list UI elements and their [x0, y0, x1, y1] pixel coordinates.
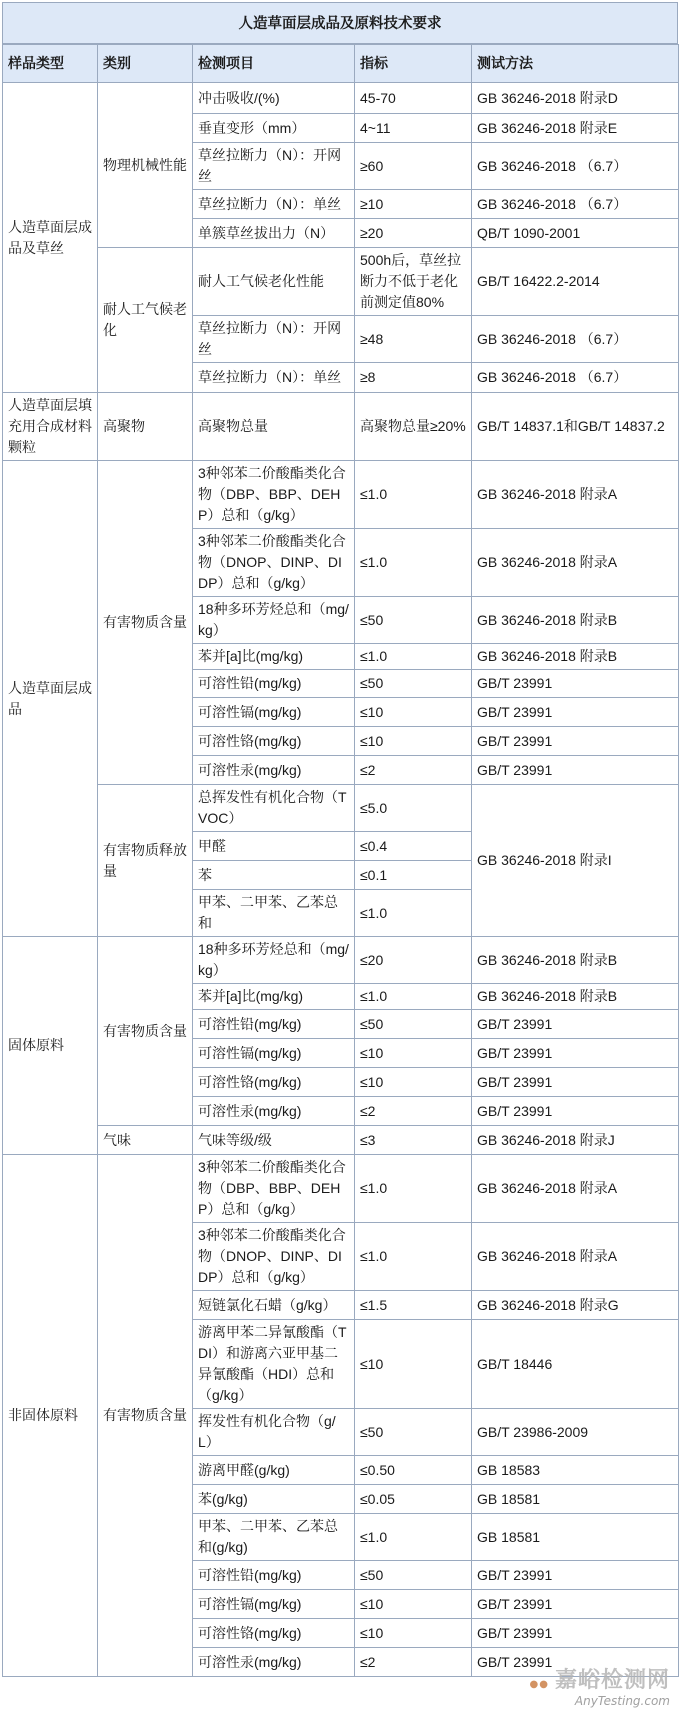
cell-sample-type: 固体原料	[3, 937, 98, 1155]
table-row	[3, 248, 679, 316]
header-test-method: 测试方法	[472, 45, 679, 83]
cell-index: ≤3	[355, 1126, 472, 1155]
cell-test-method: GB 36246-2018 附录E	[472, 114, 679, 143]
cell-index: 4~11	[355, 114, 472, 143]
cell-index: ≤0.4	[355, 832, 472, 861]
cell-test-method: GB 36246-2018 附录A	[472, 1223, 679, 1291]
cell-test-item: 短链氯化石蜡（g/kg）	[193, 1291, 355, 1320]
cell-test-method: GB 36246-2018 附录B	[472, 984, 679, 1010]
cell-index: ≤50	[355, 597, 472, 644]
cell-test-method: GB 36246-2018 （6.7）	[472, 363, 679, 393]
cell-test-method: GB/T 23991	[472, 1561, 679, 1590]
cell-index: ≥48	[355, 316, 472, 363]
cell-test-item: 可溶性铬(mg/kg)	[193, 1068, 355, 1097]
table-row	[3, 785, 679, 832]
cell-test-item: 甲苯、二甲苯、乙苯总和	[193, 890, 355, 937]
table-row	[3, 1126, 679, 1155]
cell-sample-type: 非固体原料	[3, 1155, 98, 1677]
cell-index: ≤0.1	[355, 861, 472, 890]
cell-test-item: 3种邻苯二价酸酯类化合物（DBP、BBP、DEHP）总和（g/kg）	[193, 1155, 355, 1223]
cell-test-item: 可溶性镉(mg/kg)	[193, 1590, 355, 1619]
cell-test-method: GB/T 23991	[472, 727, 679, 756]
cell-category: 物理机械性能	[98, 83, 193, 248]
cell-test-item: 3种邻苯二价酸酯类化合物（DNOP、DINP、DIDP）总和（g/kg）	[193, 529, 355, 597]
cell-index: ≤5.0	[355, 785, 472, 832]
cell-test-item: 可溶性铅(mg/kg)	[193, 670, 355, 698]
header-test-item: 检测项目	[193, 45, 355, 83]
cell-test-method: GB/T 23991	[472, 756, 679, 785]
cell-test-item: 苯并[a]比(mg/kg)	[193, 644, 355, 670]
cell-sample-type: 人造草面层成品及草丝	[3, 83, 98, 393]
table-row	[3, 461, 679, 529]
cell-index: ≤1.0	[355, 644, 472, 670]
cell-index: ≤2	[355, 1648, 472, 1677]
cell-category: 气味	[98, 1126, 193, 1155]
cell-index: ≤1.5	[355, 1291, 472, 1320]
cell-test-method: GB 36246-2018 （6.7）	[472, 316, 679, 363]
cell-sample-type: 人造草面层成品	[3, 461, 98, 937]
cell-index: ≤1.0	[355, 1155, 472, 1223]
cell-index: ≥60	[355, 143, 472, 190]
cell-index: 500h后，草丝拉断力不低于老化前测定值80%	[355, 248, 472, 316]
cell-index: ≥20	[355, 219, 472, 248]
cell-index: ≤1.0	[355, 1223, 472, 1291]
cell-index: ≤2	[355, 1097, 472, 1126]
cell-index: ≤0.50	[355, 1456, 472, 1485]
cell-category: 有害物质含量	[98, 461, 193, 785]
table-title: 人造草面层成品及原料技术要求	[2, 2, 678, 44]
cell-test-method: GB/T 23991	[472, 698, 679, 727]
cell-index: ≤1.0	[355, 984, 472, 1010]
cell-test-item: 草丝拉断力（N）：开网丝	[193, 143, 355, 190]
watermark-url: AnyTesting.com	[574, 1694, 670, 1708]
cell-test-item: 垂直变形（mm）	[193, 114, 355, 143]
table-body	[3, 83, 679, 1677]
cell-test-item: 草丝拉断力（N）：单丝	[193, 190, 355, 219]
cell-test-method: GB/T 18446	[472, 1320, 679, 1409]
cell-index: 45-70	[355, 83, 472, 114]
cell-index: ≤10	[355, 1320, 472, 1409]
cell-test-method: GB 36246-2018 附录I	[472, 785, 679, 937]
header-row	[3, 45, 679, 83]
cell-test-item: 3种邻苯二价酸酯类化合物（DNOP、DINP、DIDP）总和（g/kg）	[193, 1223, 355, 1291]
cell-test-method: GB 36246-2018 附录A	[472, 529, 679, 597]
cell-test-item: 甲醛	[193, 832, 355, 861]
cell-test-item: 18种多环芳烃总和（mg/kg）	[193, 597, 355, 644]
cell-test-method: GB/T 23991	[472, 1039, 679, 1068]
cell-test-item: 草丝拉断力（N）：开网丝	[193, 316, 355, 363]
table-row	[3, 1155, 679, 1223]
cell-index: ≤50	[355, 1409, 472, 1456]
spec-table	[2, 44, 679, 1677]
watermark-text: 嘉峪检测网	[554, 1668, 670, 1693]
cell-test-item: 可溶性铅(mg/kg)	[193, 1010, 355, 1039]
cell-test-method: GB 36246-2018 附录G	[472, 1291, 679, 1320]
cell-index: ≤0.05	[355, 1485, 472, 1514]
cell-test-item: 气味等级/级	[193, 1126, 355, 1155]
cell-test-method: GB/T 23986-2009	[472, 1409, 679, 1456]
spec-table-container	[2, 2, 678, 1677]
cell-test-item: 苯(g/kg)	[193, 1485, 355, 1514]
table-row	[3, 937, 679, 984]
cell-test-method: GB/T 14837.1和GB/T 14837.2	[472, 393, 679, 461]
cell-test-item: 可溶性汞(mg/kg)	[193, 1097, 355, 1126]
cell-test-item: 苯并[a]比(mg/kg)	[193, 984, 355, 1010]
cell-category: 有害物质含量	[98, 937, 193, 1126]
table-row	[3, 393, 679, 461]
cell-sample-type: 人造草面层填充用合成材料颗粒	[3, 393, 98, 461]
cell-index: ≤10	[355, 727, 472, 756]
cell-index: ≤10	[355, 698, 472, 727]
header-index: 指标	[355, 45, 472, 83]
cell-test-item: 可溶性汞(mg/kg)	[193, 756, 355, 785]
cell-test-item: 可溶性镉(mg/kg)	[193, 1039, 355, 1068]
cell-test-method: GB 36246-2018 附录A	[472, 1155, 679, 1223]
cell-index: ≤50	[355, 1010, 472, 1039]
cell-test-item: 挥发性有机化合物（g/L）	[193, 1409, 355, 1456]
cell-test-item: 可溶性铅(mg/kg)	[193, 1561, 355, 1590]
cell-index: ≤1.0	[355, 529, 472, 597]
cell-test-item: 总挥发性有机化合物（TVOC）	[193, 785, 355, 832]
cell-index: ≤1.0	[355, 461, 472, 529]
cell-index: ≤2	[355, 756, 472, 785]
cell-index: ≤1.0	[355, 1514, 472, 1561]
cell-category: 高聚物	[98, 393, 193, 461]
cell-test-method: GB 18581	[472, 1514, 679, 1561]
cell-test-item: 甲苯、二甲苯、乙苯总和(g/kg)	[193, 1514, 355, 1561]
cell-test-item: 3种邻苯二价酸酯类化合物（DBP、BBP、DEHP）总和（g/kg）	[193, 461, 355, 529]
cell-index: ≤10	[355, 1068, 472, 1097]
cell-index: ≤50	[355, 670, 472, 698]
table-header	[3, 45, 679, 83]
cell-index: ≥10	[355, 190, 472, 219]
cell-index: ≤10	[355, 1039, 472, 1068]
cell-test-item: 游离甲醛(g/kg)	[193, 1456, 355, 1485]
cell-test-item: 18种多环芳烃总和（mg/kg）	[193, 937, 355, 984]
cell-test-method: GB 36246-2018 附录J	[472, 1126, 679, 1155]
cell-test-method: GB/T 23991	[472, 1648, 679, 1677]
cell-test-method: GB 18583	[472, 1456, 679, 1485]
cell-index: ≤10	[355, 1619, 472, 1648]
cell-test-item: 可溶性铬(mg/kg)	[193, 727, 355, 756]
cell-test-method: GB/T 23991	[472, 1068, 679, 1097]
cell-test-method: GB 36246-2018 附录A	[472, 461, 679, 529]
cell-index: ≤10	[355, 1590, 472, 1619]
cell-index: ≤1.0	[355, 890, 472, 937]
cell-test-method: GB/T 16422.2-2014	[472, 248, 679, 316]
watermark-dots-icon: ●●	[529, 1679, 549, 1690]
cell-test-item: 可溶性铬(mg/kg)	[193, 1619, 355, 1648]
cell-test-method: GB/T 23991	[472, 1590, 679, 1619]
cell-test-item: 苯	[193, 861, 355, 890]
cell-index: ≤50	[355, 1561, 472, 1590]
cell-index: ≥8	[355, 363, 472, 393]
cell-test-method: GB 18581	[472, 1485, 679, 1514]
cell-test-method: GB 36246-2018 附录B	[472, 937, 679, 984]
cell-index: ≤20	[355, 937, 472, 984]
cell-test-item: 单簇草丝拔出力（N）	[193, 219, 355, 248]
table-row	[3, 83, 679, 114]
cell-test-method: GB 36246-2018 附录D	[472, 83, 679, 114]
cell-index: 高聚物总量≥20%	[355, 393, 472, 461]
cell-test-method: GB 36246-2018 附录B	[472, 597, 679, 644]
cell-category: 耐人工气候老化	[98, 248, 193, 393]
header-category: 类别	[98, 45, 193, 83]
cell-test-item: 草丝拉断力（N）：单丝	[193, 363, 355, 393]
cell-category: 有害物质释放量	[98, 785, 193, 937]
cell-test-method: GB/T 23991	[472, 1619, 679, 1648]
cell-test-item: 高聚物总量	[193, 393, 355, 461]
cell-test-method: GB 36246-2018 附录B	[472, 644, 679, 670]
cell-test-item: 可溶性镉(mg/kg)	[193, 698, 355, 727]
cell-test-method: GB/T 23991	[472, 1010, 679, 1039]
header-sample-type: 样品类型	[3, 45, 98, 83]
cell-test-method: QB/T 1090-2001	[472, 219, 679, 248]
cell-test-item: 耐人工气候老化性能	[193, 248, 355, 316]
cell-test-method: GB 36246-2018 （6.7）	[472, 143, 679, 190]
cell-category: 有害物质含量	[98, 1155, 193, 1677]
cell-test-method: GB 36246-2018 （6.7）	[472, 190, 679, 219]
cell-test-method: GB/T 23991	[472, 1097, 679, 1126]
cell-test-method: GB/T 23991	[472, 670, 679, 698]
cell-test-item: 可溶性汞(mg/kg)	[193, 1648, 355, 1677]
cell-test-item: 游离甲苯二异氰酸酯（TDI）和游离六亚甲基二异氰酸酯（HDI）总和（g/kg）	[193, 1320, 355, 1409]
cell-test-item: 冲击吸收/(%)	[193, 83, 355, 114]
